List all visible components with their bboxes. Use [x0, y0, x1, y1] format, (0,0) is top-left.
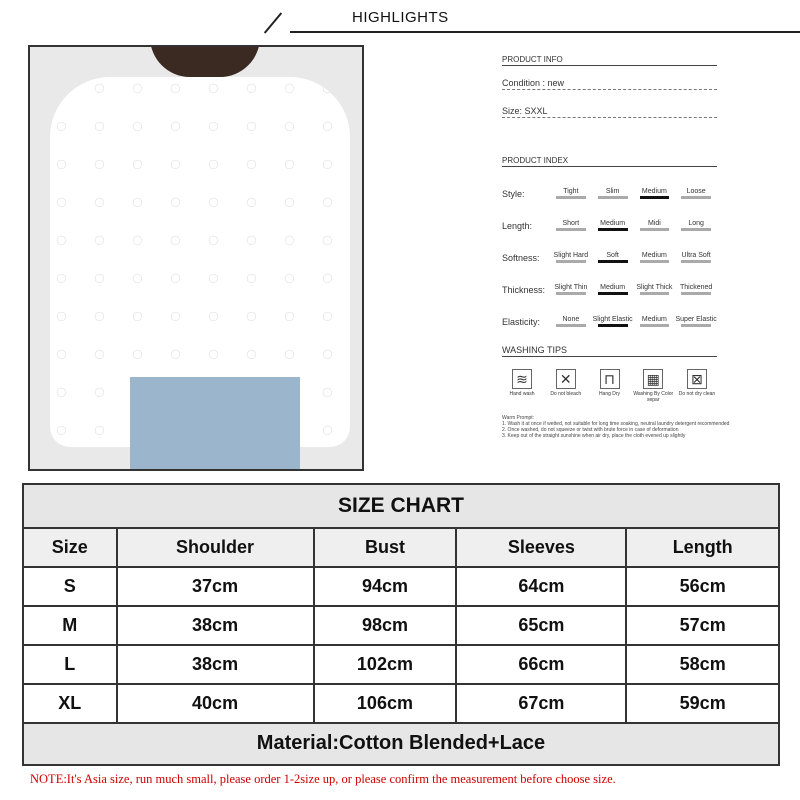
wash-label: Do not bleach	[550, 391, 582, 397]
option-bar	[681, 260, 711, 263]
index-option	[592, 188, 634, 199]
wash-label: Do not dry clean	[678, 391, 716, 397]
size-note: NOTE:It's Asia size, run much small, please order 1-2size up, or please confirm the measurement before choose size.	[30, 772, 616, 786]
table-row	[23, 645, 779, 684]
size-chart-header	[23, 528, 779, 567]
table-cell: 64cm	[456, 567, 626, 606]
product-panel	[502, 55, 730, 439]
option-bar	[598, 260, 628, 263]
wash-item	[590, 369, 630, 403]
option-bar	[640, 196, 670, 199]
index-option	[592, 316, 634, 327]
table-cell: 106cm	[314, 684, 457, 723]
index-row	[502, 263, 717, 295]
wash-item	[633, 369, 673, 403]
table-cell: XL	[23, 684, 117, 723]
wash-icon: ▦	[643, 369, 663, 389]
product-index	[502, 167, 717, 327]
size-chart-title: SIZE CHART	[23, 484, 779, 528]
index-option	[550, 284, 592, 295]
product-photo	[28, 45, 364, 471]
option-label: Medium	[641, 252, 667, 259]
option-label: Slim	[605, 188, 620, 195]
option-label: None	[562, 316, 580, 323]
wash-icon: ✕	[556, 369, 576, 389]
washing-tips-heading: WASHING TIPS	[502, 345, 717, 357]
prompt-line: Warm Prompt:	[502, 415, 535, 421]
wash-item	[546, 369, 586, 403]
option-label: Medium	[641, 316, 667, 323]
wash-label: Hang Dry	[598, 391, 621, 397]
index-option	[550, 188, 592, 199]
option-label: Slight Elastic	[592, 316, 633, 323]
option-label: Long	[688, 220, 704, 227]
size-value: SXXL	[524, 106, 548, 116]
index-option	[675, 188, 717, 199]
column-header: Shoulder	[117, 528, 314, 567]
option-bar	[681, 292, 711, 295]
index-label: Softness:	[502, 253, 540, 263]
table-cell: 37cm	[117, 567, 314, 606]
table-cell: 38cm	[117, 606, 314, 645]
wash-icon: ≋	[512, 369, 532, 389]
option-bar	[556, 228, 586, 231]
condition-row	[502, 78, 717, 90]
table-row	[23, 606, 779, 645]
index-option	[675, 220, 717, 231]
warm-prompt	[502, 415, 792, 439]
option-label: Super Elastic	[675, 316, 717, 323]
index-row	[502, 199, 717, 231]
index-option	[634, 316, 676, 327]
wash-item	[502, 369, 542, 403]
hair	[150, 45, 260, 77]
prompt-line: 1. Wash it at once if wetted, not suitable for long time soaking, neutral laundry detergent recommended	[502, 421, 730, 427]
index-option	[592, 284, 634, 295]
product-info-heading: PRODUCT INFO	[502, 55, 717, 66]
index-option	[634, 188, 676, 199]
wash-item	[677, 369, 717, 403]
header-slash	[264, 12, 282, 33]
wash-icon: ⊓	[600, 369, 620, 389]
prompt-line: 2. Once washed, do not squeeze or twist with brute force in case of deformation	[502, 427, 679, 433]
option-label: Thickened	[679, 284, 713, 291]
condition-value: new	[547, 78, 565, 88]
prompt-line: 3. Keep out of the straight sunshine when air dry, place the cloth evened up slightly	[502, 433, 686, 439]
index-option	[675, 316, 717, 327]
index-label: Length:	[502, 221, 533, 231]
index-label: Elasticity:	[502, 317, 541, 327]
option-bar	[598, 292, 628, 295]
option-bar	[640, 324, 670, 327]
wash-icon: ⊠	[687, 369, 707, 389]
header-line	[290, 31, 800, 33]
table-cell: L	[23, 645, 117, 684]
table-cell: S	[23, 567, 117, 606]
table-row	[23, 684, 779, 723]
option-bar	[640, 228, 670, 231]
table-cell: 102cm	[314, 645, 457, 684]
option-bar	[598, 228, 628, 231]
index-row	[502, 231, 717, 263]
option-label: Tight	[563, 188, 579, 195]
product-index-heading: PRODUCT INDEX	[502, 156, 717, 167]
option-bar	[556, 292, 586, 295]
condition-label: Condition :	[502, 78, 546, 88]
index-option	[634, 220, 676, 231]
table-cell: 66cm	[456, 645, 626, 684]
option-label: Medium	[600, 220, 626, 227]
column-header: Sleeves	[456, 528, 626, 567]
table-row	[23, 567, 779, 606]
size-row	[502, 106, 717, 118]
jeans	[130, 377, 300, 471]
index-option	[592, 220, 634, 231]
option-bar	[598, 196, 628, 199]
table-cell: 65cm	[456, 606, 626, 645]
index-label: Thickness:	[502, 285, 546, 295]
table-cell: 38cm	[117, 645, 314, 684]
option-bar	[598, 324, 628, 327]
option-label: Slight Thick	[636, 284, 673, 291]
option-bar	[556, 260, 586, 263]
index-row	[502, 295, 717, 327]
table-cell: 56cm	[626, 567, 779, 606]
wash-label: Hand wash	[509, 391, 535, 397]
option-bar	[556, 196, 586, 199]
option-bar	[640, 292, 670, 295]
index-option	[675, 252, 717, 263]
column-header: Size	[23, 528, 117, 567]
table-cell: 94cm	[314, 567, 457, 606]
index-option	[592, 252, 634, 263]
option-label: Short	[562, 220, 580, 227]
material: Material:Cotton Blended+Lace	[23, 723, 779, 765]
option-label: Slight Hard	[553, 252, 589, 259]
table-cell: 67cm	[456, 684, 626, 723]
index-row	[502, 167, 717, 199]
index-option	[550, 220, 592, 231]
option-label: Loose	[686, 188, 706, 195]
option-label: Soft	[606, 252, 619, 259]
size-chart	[22, 483, 780, 766]
index-option	[550, 252, 592, 263]
size-label: Size:	[502, 106, 523, 116]
table-cell: 58cm	[626, 645, 779, 684]
option-bar	[681, 196, 711, 199]
table-cell: 40cm	[117, 684, 314, 723]
index-option	[675, 284, 717, 295]
wash-label: Washing By Color separ	[633, 391, 674, 403]
washing-icons	[502, 369, 717, 403]
index-label: Style:	[502, 189, 525, 199]
table-cell: 57cm	[626, 606, 779, 645]
option-bar	[640, 260, 670, 263]
option-label: Ultra Soft	[681, 252, 711, 259]
option-label: Slight Thin	[554, 284, 588, 291]
column-header: Bust	[314, 528, 457, 567]
option-label: Midi	[647, 220, 661, 227]
column-header: Length	[626, 528, 779, 567]
index-option	[550, 316, 592, 327]
option-bar	[681, 324, 711, 327]
table-cell: 98cm	[314, 606, 457, 645]
index-option	[634, 252, 676, 263]
option-bar	[681, 228, 711, 231]
highlights-title: HIGHLIGHTS	[352, 9, 449, 26]
option-bar	[556, 324, 586, 327]
option-label: Medium	[641, 188, 667, 195]
table-cell: 59cm	[626, 684, 779, 723]
option-label: Medium	[600, 284, 626, 291]
table-cell: M	[23, 606, 117, 645]
index-option	[634, 284, 676, 295]
